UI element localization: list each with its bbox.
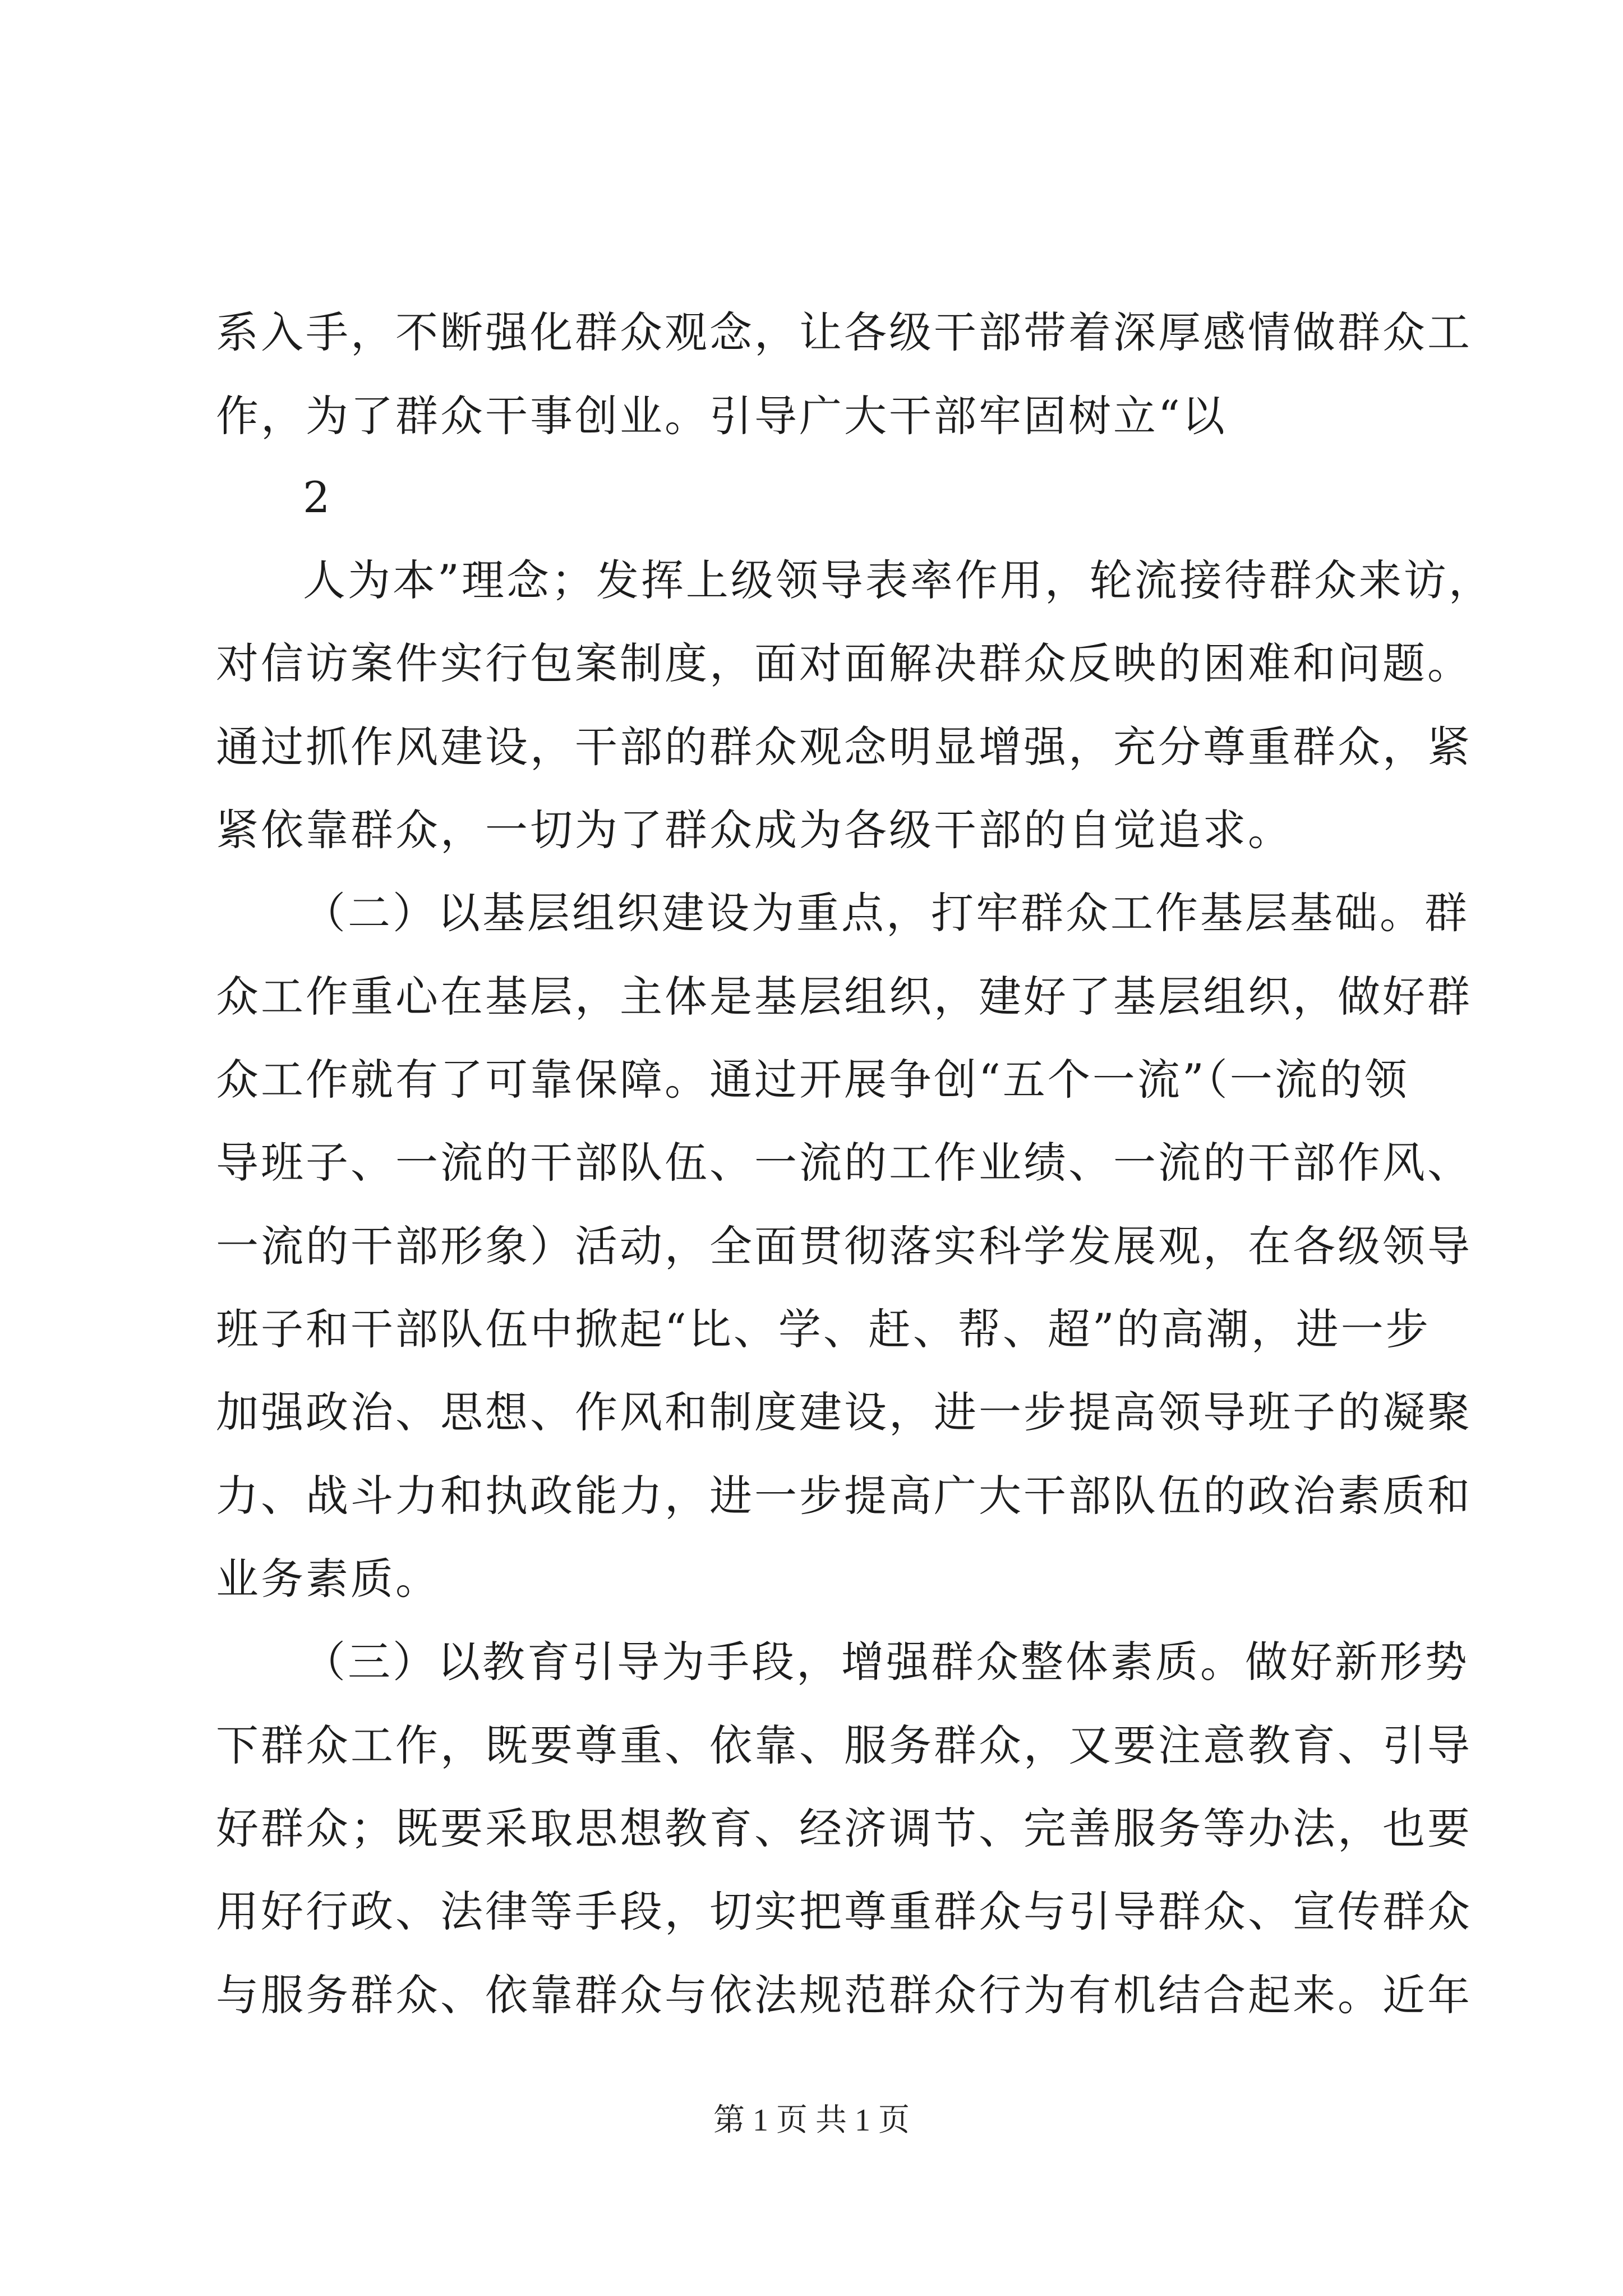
page-footer: 第 1 页 共 1 页 — [713, 2103, 910, 2138]
text-line: 导班子、一流的干部队伍、一流的工作业绩、一流的干部作风、 — [216, 1138, 1472, 1188]
text-line: 业务素质。 — [216, 1554, 440, 1604]
text-line: 力、战斗力和执政能力，进一步提高广大干部队伍的政治素质和 — [216, 1471, 1472, 1521]
text-line: 紧依靠群众，一切为了群众成为各级干部的自觉追求。 — [216, 805, 1293, 855]
text-line: 加强政治、思想、作风和制度建设，进一步提高领导班子的凝聚 — [216, 1387, 1472, 1437]
text-line: 人为本”理念；发挥上级领导表率作用，轮流接待群众来访， — [303, 555, 1493, 605]
text-line: 众工作就有了可靠保障。通过开展争创“五个一流”（一流的领 — [216, 1055, 1409, 1105]
text-line: 系入手，不断强化群众观念，让各级干部带着深厚感情做群众工 — [216, 307, 1472, 357]
text-line: 用好行政、法律等手段，切实把尊重群众与引导群众、宣传群众 — [216, 1887, 1472, 1936]
inline-page-number: 2 — [303, 472, 333, 522]
text-line: 通过抓作风建设，干部的群众观念明显增强，充分尊重群众，紧 — [216, 722, 1472, 772]
text-line: 下群众工作，既要尊重、依靠、服务群众，又要注意教育、引导 — [216, 1720, 1472, 1770]
text-line: 一流的干部形象）活动，全面贯彻落实科学发展观，在各级领导 — [216, 1221, 1472, 1271]
text-line: 好群众；既要采取思想教育、经济调节、完善服务等办法，也要 — [216, 1803, 1472, 1853]
text-line: 作，为了群众干事创业。引导广大干部牢固树立“以 — [216, 391, 1227, 441]
text-line: 众工作重心在基层，主体是基层组织，建好了基层组织，做好群 — [216, 972, 1472, 1022]
paragraph-heading-line: （三）以教育引导为手段，增强群众整体素质。做好新形势 — [303, 1637, 1469, 1687]
paragraph-heading-line: （二）以基层组织建设为重点，打牢群众工作基层基础。群 — [303, 888, 1469, 938]
text-line: 班子和干部队伍中掀起“比、学、赶、帮、超”的高潮，进一步 — [216, 1304, 1431, 1354]
text-line: 对信访案件实行包案制度，面对面解决群众反映的困难和问题。 — [216, 638, 1472, 688]
text-line: 与服务群众、依靠群众与依法规范群众行为有机结合起来。近年 — [216, 1970, 1472, 2020]
